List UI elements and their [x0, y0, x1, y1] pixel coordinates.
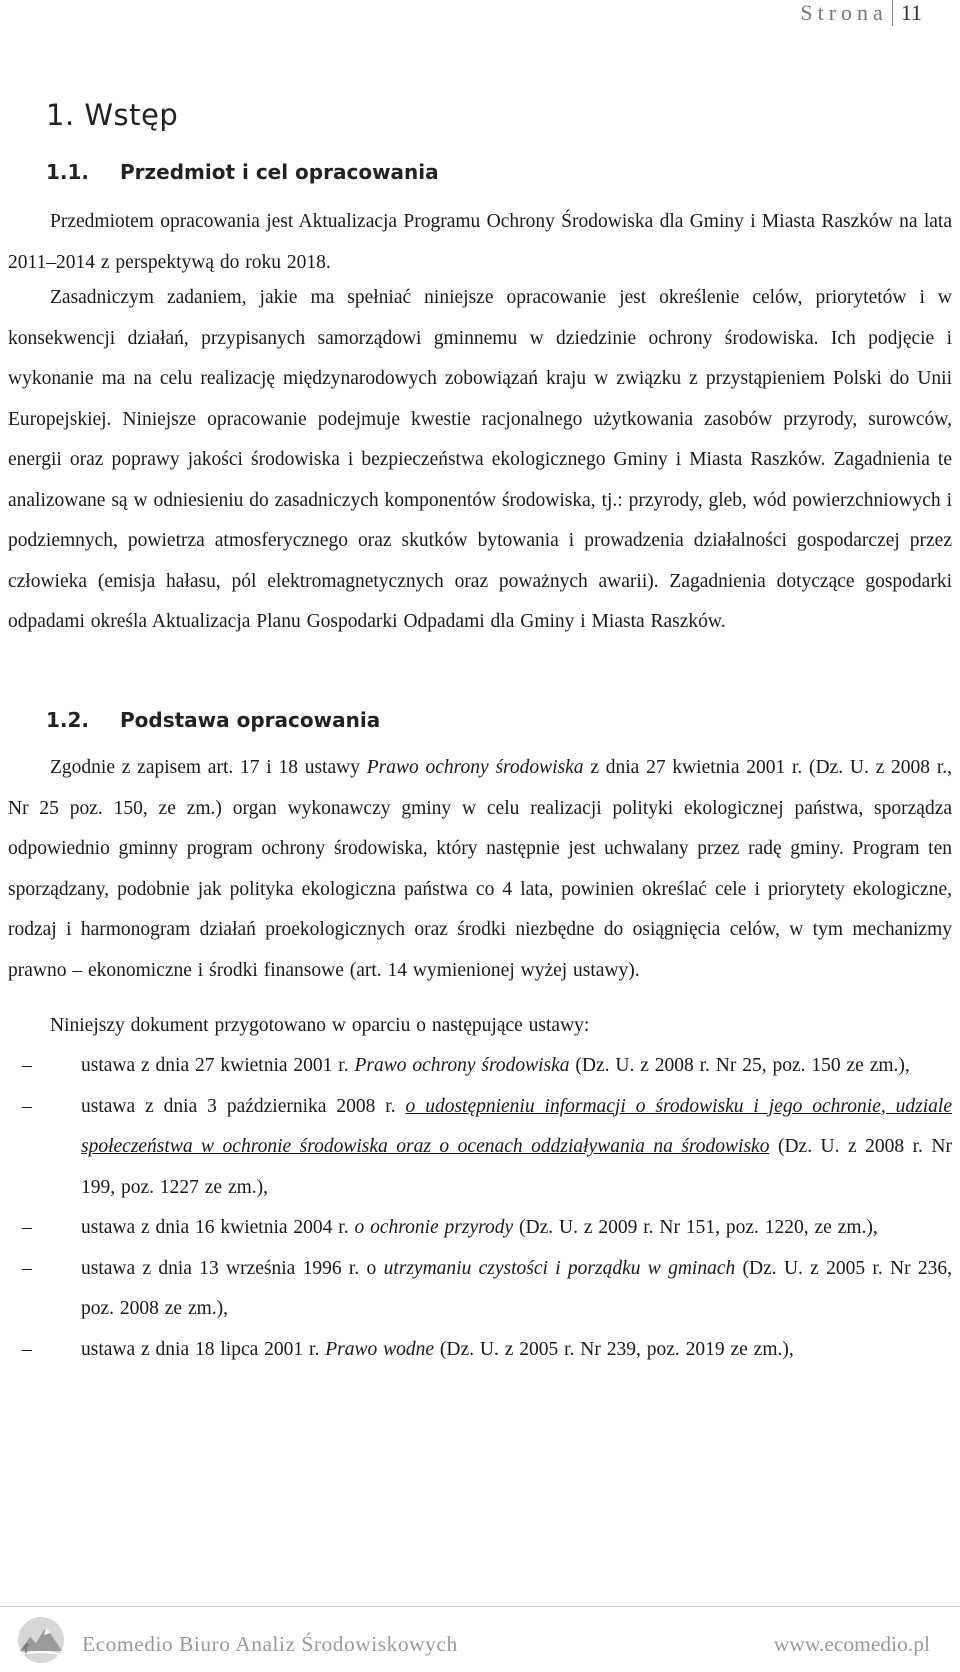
act-reference: (Dz. U. z 2005 r. Nr 236, poz. 2008 ze zm.),	[81, 1257, 953, 1319]
footer-website-link[interactable]: www.ecomedio.pl	[773, 1632, 930, 1656]
chapter-heading: 1. Wstęp	[46, 98, 179, 132]
paragraph-legal-basis	[8, 748, 952, 991]
act-title: Prawo ochrony środowiska	[354, 1055, 570, 1076]
dash-bullet: –	[22, 1217, 32, 1238]
section-title: Podstawa opracowania	[120, 708, 381, 732]
act-title: utrzymaniu czystości i porządku w gminach	[383, 1257, 736, 1279]
section-number: 1.2.	[46, 708, 90, 732]
dash-bullet: –	[22, 1095, 32, 1117]
section-heading-1-1	[46, 160, 439, 184]
act-prefix: ustawa z dnia 13 września 1996 r. o	[81, 1257, 384, 1279]
section-number: 1.1.	[46, 160, 90, 184]
legal-basis-text-b: z dnia 27 kwietnia 2001 r. (Dz. U. z 2008 r., Nr 25 poz. 150, ze zm.) organ wykonawczy gminy w celu realizacji polityki ekologicznej państwa, sporządza odpowiednio gminny program ochrony środowiska, który następnie jest uchwalany przez radę gminy. Program ten sporządzany, podobnie jak polityka ekologiczna państwa co 4 lata, powinien określać cele i priorytety ekologiczne, rodzaj i harmonogram działań proekologicznych oraz środki niezbędne do osiągnięcia celów, w tym mechanizmy prawno – ekonomiczne i środki finansowe (art. 14 wymienionej wyżej ustawy).	[8, 757, 952, 981]
legal-basis-text-a: Zgodnie z zapisem art. 17 i 18 ustawy	[50, 757, 367, 778]
act-prefix: ustawa z dnia 18 lipca 2001 r.	[81, 1338, 326, 1360]
act-reference: (Dz. U. z 2009 r. Nr 151, poz. 1220, ze zm.),	[513, 1217, 878, 1238]
footer-company-name: Ecomedio Biuro Analiz Środowiskowych	[82, 1632, 458, 1656]
acts-intro-text: Niniejszy dokument przygotowano w oparciu o następujące ustawy:	[50, 1015, 590, 1036]
list-item	[8, 1330, 952, 1371]
paragraph-intro-text: Przedmiotem opracowania jest Aktualizacja Programu Ochrony Środowiska dla Gminy i Miasta Raszków na lata 2011–2014 z perspektywą do roku 2018.	[8, 211, 952, 273]
dash-bullet: –	[22, 1055, 32, 1076]
act-reference: (Dz. U. z 2005 r. Nr 239, poz. 2019 ze zm.),	[434, 1338, 794, 1360]
list-item	[8, 1208, 952, 1249]
act-title: o ochronie przyrody	[354, 1217, 514, 1238]
page-number-divider	[892, 0, 893, 26]
acts-list	[8, 1046, 952, 1370]
legal-basis-act-title: Prawo ochrony środowiska	[366, 757, 584, 778]
paragraph-acts-intro	[8, 1006, 952, 1047]
page-number	[800, 0, 922, 26]
ecomedio-logo-icon	[16, 1615, 66, 1665]
dash-bullet: –	[22, 1257, 32, 1279]
paragraph-scope	[8, 278, 952, 643]
act-reference: (Dz. U. z 2008 r. Nr 199, poz. 1227 ze zm.),	[81, 1136, 952, 1198]
act-prefix: ustawa z dnia 16 kwietnia 2004 r.	[81, 1217, 355, 1238]
dash-bullet: –	[22, 1338, 32, 1360]
section-heading-1-2	[46, 708, 380, 732]
act-prefix: ustawa z dnia 3 października 2008 r.	[81, 1095, 406, 1117]
list-item	[8, 1046, 952, 1087]
paragraph-intro	[8, 202, 952, 283]
act-title: o udostępnieniu informacji o środowisku i jego ochronie, udziale społeczeństwa w ochronie środowiska oraz o ocenach oddziaływania na środowisko	[81, 1095, 952, 1157]
page-label: Strona	[800, 0, 888, 25]
page-number-value: 11	[900, 0, 922, 25]
act-prefix: ustawa z dnia 27 kwietnia 2001 r.	[81, 1055, 355, 1076]
act-reference: (Dz. U. z 2008 r. Nr 25, poz. 150 ze zm.),	[569, 1055, 910, 1076]
list-item	[8, 1249, 952, 1330]
section-title: Przedmiot i cel opracowania	[120, 160, 439, 184]
footer-divider	[0, 1606, 960, 1607]
list-item	[8, 1087, 952, 1209]
act-title: Prawo wodne	[325, 1338, 434, 1360]
paragraph-scope-text: Zasadniczym zadaniem, jakie ma spełniać niniejsze opracowanie jest określenie celów, priorytetów i w konsekwencji działań, przypisanych samorządowi gminnemu w dziedzinie ochrony środowiska. Ich podjęcie i wykonanie ma na celu realizację międzynarodowych zobowiązań kraju w związku z przystąpieniem Polski do Unii Europejskiej. Niniejsze opracowanie podejmuje kwestie racjonalnego użytkowania zasobów przyrody, surowców, energii oraz poprawy jakości środowiska i bezpieczeństwa ekologicznego Gminy i Miasta Raszków. Zagadnienia te analizowane są w odniesieniu do zasadniczych komponentów środowiska, tj.: przyrody, gleb, wód powierzchniowych i podziemnych, powietrza atmosferycznego oraz skutków bytowania i prowadzenia działalności gospodarczej przez człowieka (emisja hałasu, pól elektromagnetycznych oraz poważnych awarii). Zagadnienia dotyczące gospodarki odpadami określa Aktualizacja Planu Gospodarki Odpadami dla Gminy i Miasta Raszków.	[8, 287, 952, 632]
